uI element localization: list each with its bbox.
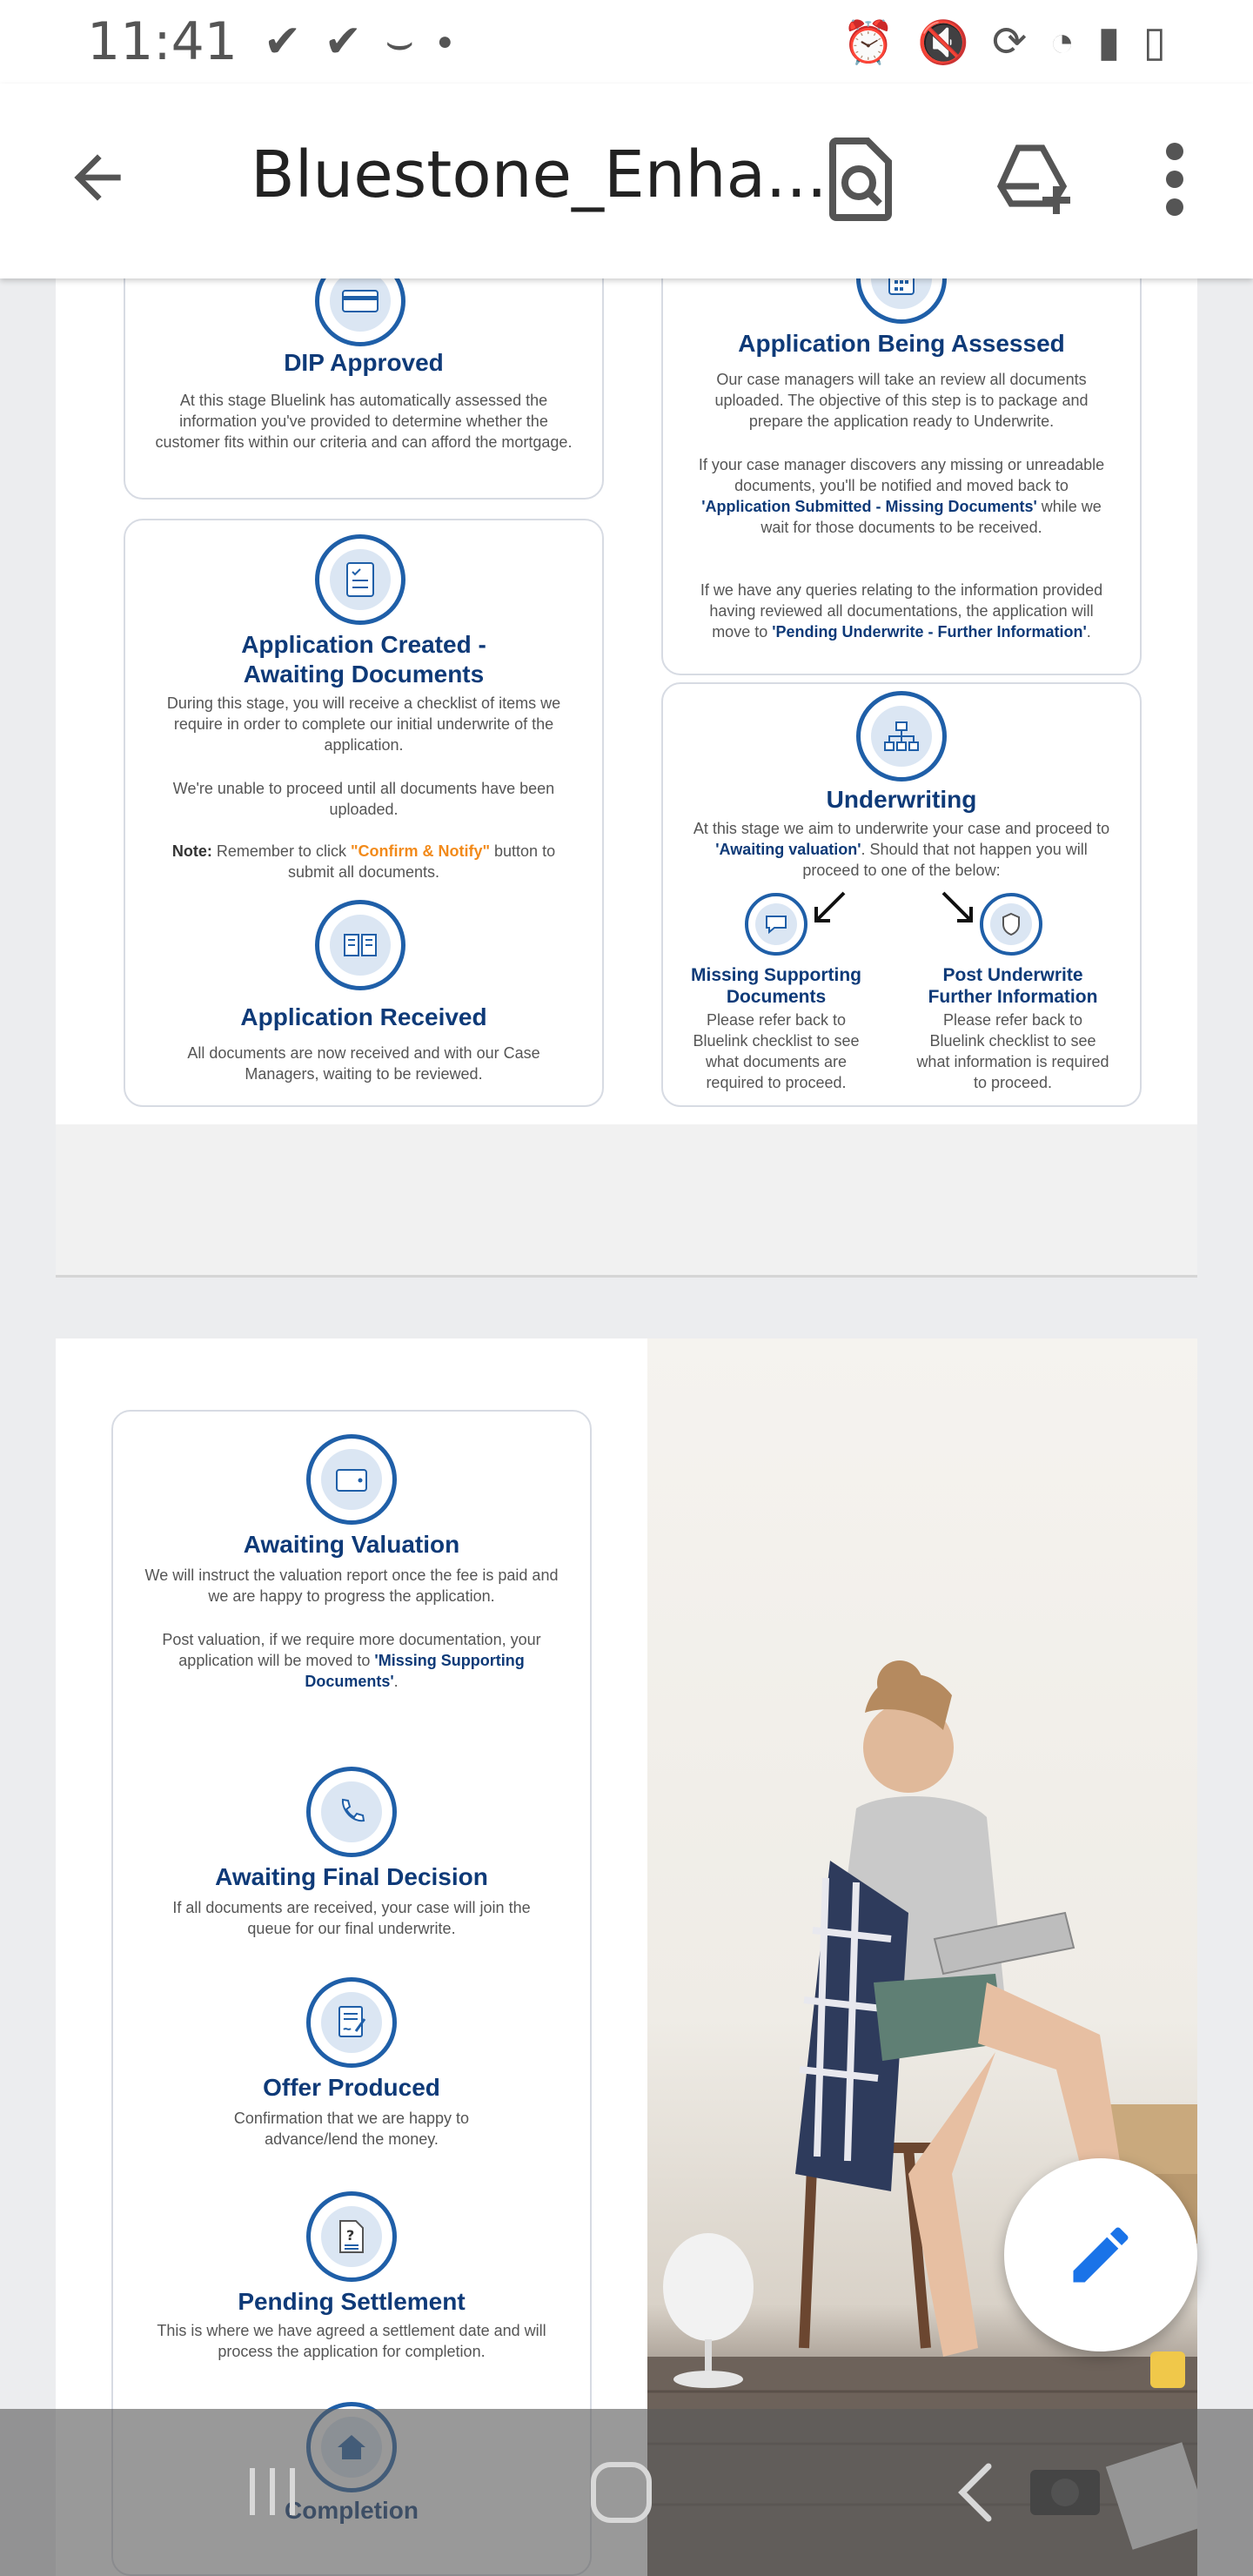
- signed-document-icon: [306, 1977, 397, 2068]
- status-time: 11:41: [87, 11, 238, 72]
- battery-icon: ▯: [1142, 19, 1166, 65]
- recent-apps-icon[interactable]: [242, 2461, 303, 2522]
- alarm-icon: ⏰: [842, 19, 895, 66]
- more-vert-icon[interactable]: [1157, 138, 1192, 221]
- heading-awaiting-valuation: Awaiting Valuation: [243, 1531, 460, 1558]
- text-missing-supporting-documents: Please refer back to Bluelink checklist to see what documents are required to proceed.: [693, 1011, 860, 1091]
- text-application-created-2: We're unable to proceed until all documents have been uploaded.: [172, 780, 555, 818]
- chat-bubble-icon: [745, 893, 807, 956]
- shield-icon: [980, 893, 1042, 956]
- mute-icon: 🔇: [917, 19, 969, 66]
- app-bar: [0, 84, 1253, 278]
- question-document-icon: [306, 2191, 397, 2282]
- phone-icon: [306, 1767, 397, 1857]
- edit-fab-button[interactable]: [1004, 2158, 1197, 2351]
- status-bar: [0, 0, 1253, 84]
- sitemap-icon: [856, 691, 947, 782]
- dot-icon: ●: [437, 27, 453, 56]
- text-application-created-1: During this stage, you will receive a checklist of items we require in order to complete our initial underwrite of the application.: [166, 694, 561, 754]
- page-1-footer: [56, 1124, 1197, 1278]
- check-icon: ✔: [263, 17, 302, 67]
- svg-text:?: ?: [346, 2227, 355, 2244]
- back-arrow-icon[interactable]: [63, 143, 132, 212]
- document-page-1: [56, 278, 1197, 1124]
- heading-underwriting: Underwriting: [826, 786, 977, 813]
- amazon-icon: ⌣: [385, 16, 415, 67]
- home-button-icon[interactable]: [588, 2459, 654, 2526]
- text-pending-settlement: This is where we have agreed a settlement date and will process the application for completion.: [157, 2322, 546, 2360]
- sync-icon: ⟳: [991, 19, 1028, 65]
- text-offer-produced: Confirmation that we are happy to advance/lend the money.: [233, 2110, 470, 2148]
- arrow-down-right-icon: [940, 889, 978, 928]
- heading-missing-supporting-documents: Missing Supporting Documents: [691, 965, 861, 1007]
- heading-application-assessed: Application Being Assessed: [738, 330, 1065, 357]
- heading-post-underwrite-further-information: Post Underwrite Further Information: [928, 965, 1098, 1007]
- check-icon: ✔: [324, 17, 363, 67]
- heading-offer-produced: Offer Produced: [263, 2074, 440, 2101]
- heading-pending-settlement: Pending Settlement: [238, 2288, 466, 2315]
- text-post-underwrite-further-information: Please refer back to Bluelink checklist to see what information is required to proceed.: [916, 1011, 1109, 1091]
- checklist-icon: [315, 534, 405, 625]
- wallet-icon: [306, 1434, 397, 1525]
- heading-awaiting-final-decision: Awaiting Final Decision: [215, 1863, 488, 1890]
- document-title: Bluestone_Enha...: [251, 138, 828, 212]
- text-application-assessed-1: Our case managers will take an review all documents uploaded. The objective of this step is to package and prepare the application ready to Underwrite.: [714, 371, 1089, 430]
- heading-application-created: Application Created - Awaiting Documents: [241, 631, 486, 688]
- open-book-icon: [315, 900, 405, 990]
- text-underwriting: At this stage we aim to underwrite your case and proceed to 'Awaiting valuation'. Should that not happen you will proceed to one of the below:: [693, 820, 1110, 879]
- heading-application-received: Application Received: [240, 1003, 487, 1030]
- credit-card-icon: [330, 271, 391, 332]
- heading-dip-approved: DIP Approved: [284, 349, 444, 376]
- add-to-drive-icon[interactable]: [990, 138, 1074, 221]
- system-navigation-bar: [0, 2409, 1253, 2576]
- text-dip-approved: At this stage Bluelink has automatically assessed the information you've provided to determine whether the customer fits within our criteria and can afford the mortgage.: [155, 392, 573, 451]
- text-application-received: All documents are now received and with our Case Managers, waiting to be reviewed.: [187, 1044, 540, 1083]
- find-in-page-icon[interactable]: [825, 138, 896, 221]
- text-awaiting-final-decision: If all documents are received, your case will join the queue for our final underwrite.: [172, 1899, 531, 1937]
- signal-icon: ▮: [1097, 19, 1121, 65]
- back-nav-icon[interactable]: [950, 2459, 1002, 2526]
- text-awaiting-valuation-1: We will instruct the valuation report once the fee is paid and we are happy to progress the application.: [144, 1566, 559, 1605]
- arrow-down-left-icon: [809, 889, 848, 928]
- photo-illustration: [647, 1338, 1197, 2576]
- status-icons: [842, 17, 1166, 67]
- wifi-icon: ◔: [1049, 18, 1075, 65]
- woman-with-tablet-photo: [647, 1338, 1197, 2576]
- text-application-assessed-3: If we have any queries relating to the information provided having reviewed all documentations, the application will move to 'Pending Underwrite - Further Information'.: [700, 581, 1103, 641]
- text-application-created-note: Note: Remember to click "Confirm & Notify" button to submit all documents.: [171, 842, 556, 881]
- edit-pencil-icon: [1064, 2218, 1137, 2291]
- text-application-assessed-2: If your case manager discovers any missing or unreadable documents, you'll be notified and moved back to 'Application Submitted - Missing Documents' while we wait for those documents to be received.: [698, 456, 1105, 536]
- text-awaiting-valuation-2: Post valuation, if we require more documentation, your application will be moved to 'Missing Supporting Documents'.: [162, 1631, 541, 1690]
